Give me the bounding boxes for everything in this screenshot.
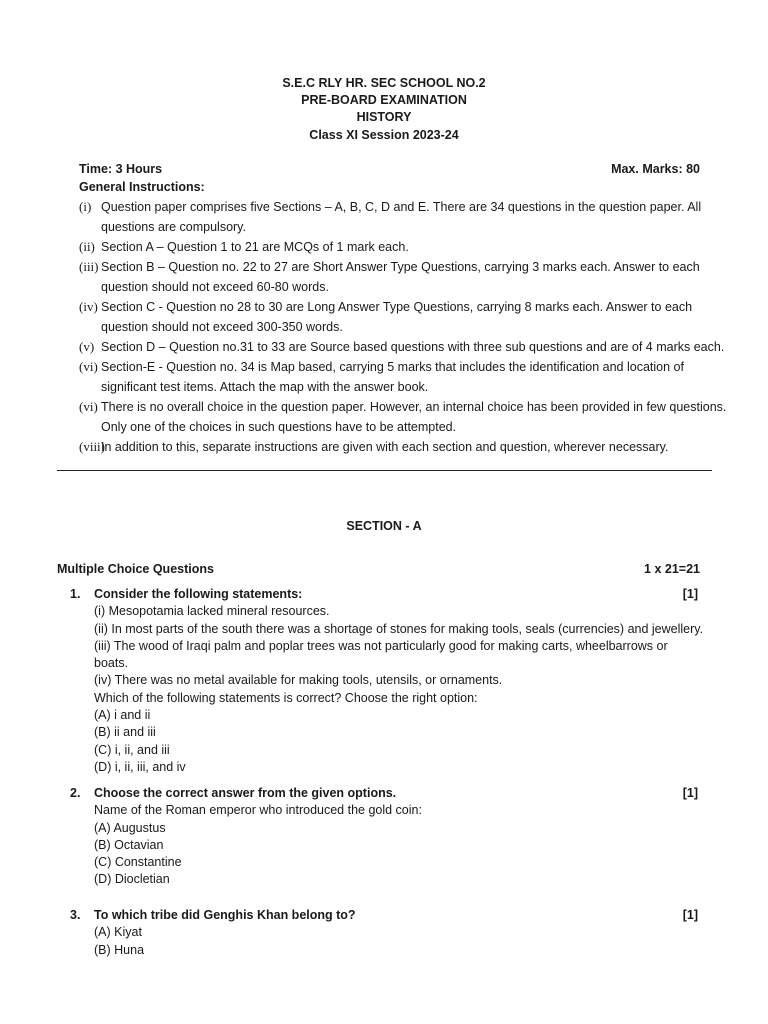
instruction-item [79, 357, 724, 397]
instruction-item [79, 297, 724, 337]
question-line: (C) i, ii, and iii [94, 742, 170, 757]
instruction-continuation: Only one of the choices in such questions have to be attempted. [101, 420, 457, 434]
instruction-continuation: question should not exceed 60-80 words. [101, 280, 329, 294]
question-line: (A) Augustus [94, 820, 166, 835]
mcq-total-marks: 1 x 21=21 [644, 562, 700, 576]
subject-title: HISTORY [356, 110, 412, 124]
instruction-text: Section C - Question no 28 to 30 are Long Answer Type Questions, carrying 8 marks each. Answer to each [101, 300, 693, 314]
instruction-number: (i) [79, 199, 92, 214]
question-line: (iv) There was no metal available for making tools, utensils, or ornaments. [94, 673, 503, 688]
instruction-item [79, 337, 724, 357]
instruction-number: (vi) [79, 359, 98, 374]
question-line: (A) i and ii [94, 708, 151, 723]
instructions-list [79, 197, 727, 457]
exam-meta [79, 162, 700, 176]
question-number: 2. [70, 786, 81, 800]
divider [57, 470, 712, 471]
question-line: (iii) The wood of Iraqi palm and poplar trees was not particularly good for making carts, wheelbarrows or [94, 638, 668, 653]
class-session: Class XI Session 2023-24 [309, 128, 459, 142]
instruction-text: In addition to this, separate instructions are given with each section and question, wherever necessary. [101, 440, 669, 454]
question-2 [70, 785, 698, 889]
instruction-continuation: significant test items. Attach the map with the answer book. [101, 380, 429, 394]
instruction-item [79, 257, 724, 297]
instruction-number: (vi) [79, 399, 98, 414]
instruction-text: Section A – Question 1 to 21 are MCQs of 1 mark each. [101, 240, 409, 254]
instruction-number: (iv) [79, 299, 98, 314]
question-line: (B) Huna [94, 942, 145, 957]
instruction-item [79, 237, 724, 257]
question-line: (B) Octavian [94, 837, 164, 852]
question-line: Name of the Roman emperor who introduced the gold coin: [94, 803, 422, 818]
question-line: (D) i, ii, iii, and iv [94, 759, 186, 774]
school-name: S.E.C RLY HR. SEC SCHOOL NO.2 [282, 76, 486, 90]
instruction-number: (ii) [79, 239, 95, 254]
question-prompt: To which tribe did Genghis Khan belong to? [94, 908, 356, 922]
time-allowed: Time: 3 Hours [79, 162, 163, 176]
instruction-text: There is no overall choice in the question paper. However, an internal choice has been provided in few questions. [101, 400, 727, 414]
question-line: (ii) In most parts of the south there was a shortage of stones for making tools, seals (currencies) and jewellery. [94, 621, 704, 636]
instruction-text: Section B – Question no. 22 to 27 are Short Answer Type Questions, carrying 3 marks each. Answer to each [101, 260, 700, 274]
question-prompt: Consider the following statements: [94, 587, 303, 601]
question-line: (D) Diocletian [94, 872, 170, 887]
instruction-item [79, 437, 724, 457]
question-line: Which of the following statements is correct? Choose the right option: [94, 690, 478, 705]
question-prompt: Choose the correct answer from the given options. [94, 786, 397, 800]
question-line: (i) Mesopotamia lacked mineral resources. [94, 604, 330, 619]
question-number: 3. [70, 908, 81, 922]
exam-title: PRE-BOARD EXAMINATION [301, 93, 467, 107]
instruction-number: (iii) [79, 259, 99, 274]
question-line: (B) ii and iii [94, 725, 156, 740]
question-1 [70, 586, 704, 776]
instruction-continuation: question should not exceed 300-350 words. [101, 320, 343, 334]
mcq-heading: Multiple Choice Questions [57, 562, 214, 576]
instruction-item [79, 197, 724, 237]
question-line: (A) Kiyat [94, 925, 142, 940]
question-3 [70, 907, 698, 959]
question-number: 1. [70, 587, 81, 601]
mcq-heading-row [57, 562, 700, 576]
max-marks: Max. Marks: 80 [611, 162, 700, 176]
question-line: boats. [94, 656, 129, 671]
instruction-text: Section D – Question no.31 to 33 are Source based questions with three sub questions and are of 4 marks each. [101, 340, 725, 354]
instruction-item [79, 397, 727, 437]
instruction-continuation: questions are compulsory. [101, 220, 246, 234]
section-title: SECTION - A [346, 519, 422, 533]
instructions-title: General Instructions: [79, 180, 205, 194]
instruction-text: Question paper comprises five Sections – A, B, C, D and E. There are 34 questions in the question paper. All [101, 200, 702, 214]
question-marks: [1] [682, 587, 698, 601]
instruction-text: Section-E - Question no. 34 is Map based, carrying 5 marks that includes the identification and location of [101, 360, 684, 374]
instruction-number: (v) [79, 339, 95, 354]
question-line: (C) Constantine [94, 855, 182, 870]
question-marks: [1] [682, 908, 698, 922]
question-marks: [1] [682, 786, 698, 800]
instruction-number: (viii) [79, 439, 105, 454]
